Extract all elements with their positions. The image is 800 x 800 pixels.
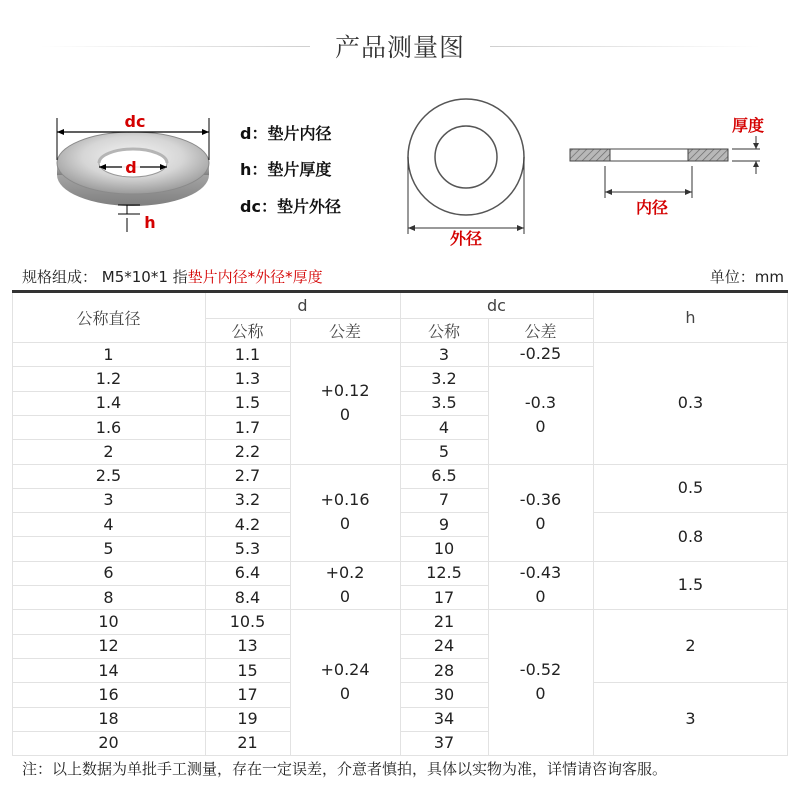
d-tolerance-cell bbox=[290, 609, 400, 755]
nominal-diameter-cell: 12 bbox=[98, 636, 119, 656]
grid-line bbox=[400, 464, 488, 465]
nominal-diameter-cell: 1 bbox=[103, 344, 114, 364]
h-cell: 0.3 bbox=[677, 393, 704, 413]
dc-nominal-cell: 30 bbox=[433, 684, 455, 704]
tolerance-lower: 0 bbox=[339, 404, 351, 424]
grid-line bbox=[12, 634, 290, 635]
legend-d: d：垫片内径 bbox=[240, 124, 332, 143]
h-cell: 1.5 bbox=[677, 575, 704, 595]
dc-nominal-cell: 24 bbox=[433, 636, 455, 656]
nominal-diameter-cell: 2 bbox=[103, 441, 114, 461]
h-dimension bbox=[118, 205, 156, 232]
grid-line bbox=[12, 585, 290, 586]
dc-tolerance-cell bbox=[488, 342, 593, 366]
header-d: d bbox=[297, 296, 308, 315]
grid-line bbox=[400, 634, 488, 635]
dc-tolerance-cell bbox=[488, 609, 593, 755]
dc-tolerance-cell bbox=[488, 464, 593, 561]
d-nominal-cell: 1.7 bbox=[234, 417, 261, 437]
grid-line bbox=[400, 512, 488, 513]
grid-line bbox=[488, 318, 489, 755]
grid-line bbox=[205, 318, 593, 319]
dc-nominal-cell: 34 bbox=[433, 709, 455, 729]
nominal-diameter-cell: 3 bbox=[103, 490, 114, 510]
d-nominal-cell: 15 bbox=[237, 660, 258, 680]
d-tolerance-cell bbox=[290, 561, 400, 610]
dc-nominal-cell: 21 bbox=[433, 611, 455, 631]
grid-line bbox=[12, 561, 290, 562]
d-nominal-cell: 19 bbox=[237, 709, 258, 729]
d-nominal-cell: 13 bbox=[237, 636, 258, 656]
grid-line bbox=[787, 293, 788, 755]
grid-line bbox=[400, 609, 488, 610]
grid-line bbox=[12, 439, 290, 440]
grid-line bbox=[593, 609, 788, 610]
measurement-diagram bbox=[0, 0, 800, 260]
grid-line bbox=[12, 512, 290, 513]
tolerance-upper: +0.24 bbox=[320, 660, 370, 680]
grid-line bbox=[400, 293, 401, 755]
d-nominal-cell: 2.2 bbox=[234, 441, 261, 461]
dc-nominal-cell: 10 bbox=[433, 539, 455, 559]
spec-line: 规格组成： M5*10*1 指垫片内径*外径*厚度 bbox=[22, 268, 323, 286]
d-nominal-cell: 4.2 bbox=[234, 514, 261, 534]
nominal-diameter-cell: 16 bbox=[98, 684, 119, 704]
header-nominal-diameter: 公称直径 bbox=[76, 309, 141, 328]
tolerance-lower: 0 bbox=[339, 684, 351, 704]
page-title: 产品测量图 bbox=[334, 33, 465, 62]
dc-nominal-cell: 4 bbox=[438, 417, 450, 437]
d-nominal-cell: 1.5 bbox=[234, 393, 261, 413]
dc-tolerance-cell bbox=[488, 366, 593, 463]
d-nominal-cell: 3.2 bbox=[234, 490, 261, 510]
nominal-diameter-cell: 1.2 bbox=[95, 368, 122, 388]
nominal-diameter-cell: 5 bbox=[103, 539, 114, 559]
unit-label: 单位：mm bbox=[709, 268, 784, 286]
d-nominal-cell: 2.7 bbox=[234, 466, 261, 486]
dc-nominal-cell: 3.5 bbox=[431, 393, 457, 413]
grid-line bbox=[290, 318, 291, 755]
d-nominal-cell: 5.3 bbox=[234, 539, 261, 559]
svg-text:外径: 外径 bbox=[449, 229, 483, 248]
grid-line bbox=[400, 731, 488, 732]
d-nominal-cell: 1.3 bbox=[234, 368, 261, 388]
grid-line bbox=[400, 585, 488, 586]
dc-nominal-cell: 6.5 bbox=[431, 466, 457, 486]
dc-nominal-cell: 3 bbox=[438, 344, 450, 364]
d-nominal-cell: 8.4 bbox=[234, 587, 261, 607]
grid-line bbox=[593, 464, 788, 465]
grid-line bbox=[400, 707, 488, 708]
tolerance-lower: 0 bbox=[339, 514, 351, 534]
grid-line bbox=[12, 391, 290, 392]
dc-nominal-cell: 7 bbox=[438, 490, 450, 510]
grid-line bbox=[12, 682, 290, 683]
tolerance-upper: +0.16 bbox=[320, 490, 370, 510]
tolerance-lower: 0 bbox=[535, 684, 546, 704]
grid-line bbox=[12, 464, 290, 465]
dc-nominal-cell: 28 bbox=[433, 660, 455, 680]
spec-highlight: 垫片内径*外径*厚度 bbox=[187, 268, 323, 286]
svg-text:dc: dc bbox=[124, 112, 146, 131]
grid-line bbox=[488, 609, 593, 610]
tolerance-upper: -0.52 bbox=[519, 660, 562, 680]
grid-line bbox=[400, 415, 488, 416]
tolerance-upper: -0.3 bbox=[524, 392, 557, 412]
header-dc-nominal: 公称 bbox=[427, 321, 460, 341]
grid-line bbox=[12, 366, 290, 367]
tolerance-upper: +0.2 bbox=[325, 562, 365, 582]
grid-line bbox=[400, 658, 488, 659]
d-nominal-cell: 17 bbox=[237, 684, 258, 704]
grid-line bbox=[12, 755, 788, 756]
footnote: 注：以上数据为单批手工测量，存在一定误差，介意者慎拍，具体以实物为准，详情请咨询客服。 bbox=[22, 760, 668, 778]
grid-line bbox=[400, 391, 488, 392]
nominal-diameter-cell: 8 bbox=[103, 587, 114, 607]
grid-line bbox=[400, 561, 488, 562]
h-cell: 0.8 bbox=[677, 526, 704, 546]
dc-nominal-cell: 3.2 bbox=[431, 368, 457, 388]
header-d-nominal: 公称 bbox=[231, 321, 264, 341]
washer-front-view bbox=[408, 99, 524, 248]
grid-line bbox=[205, 293, 206, 755]
nominal-diameter-cell: 20 bbox=[98, 733, 119, 753]
d-nominal-cell: 1.1 bbox=[234, 344, 261, 364]
grid-line bbox=[12, 609, 290, 610]
nominal-diameter-cell: 2.5 bbox=[95, 466, 122, 486]
grid-line bbox=[12, 707, 290, 708]
washer-section-view bbox=[570, 116, 764, 217]
d-nominal-cell: 6.4 bbox=[234, 563, 261, 583]
grid-line bbox=[400, 439, 488, 440]
nominal-diameter-cell: 1.6 bbox=[95, 417, 122, 437]
grid-line bbox=[290, 561, 400, 562]
grid-line bbox=[400, 488, 488, 489]
grid-line bbox=[12, 293, 13, 755]
grid-line bbox=[593, 293, 594, 755]
nominal-diameter-cell: 4 bbox=[103, 514, 114, 534]
tolerance-lower: 0 bbox=[535, 514, 546, 534]
grid-line bbox=[12, 415, 290, 416]
grid-line bbox=[12, 488, 290, 489]
tolerance-lower: 0 bbox=[339, 586, 351, 606]
svg-text:厚度: 厚度 bbox=[731, 116, 765, 135]
nominal-diameter-cell: 18 bbox=[98, 709, 119, 729]
grid-line bbox=[290, 609, 400, 610]
header-h: h bbox=[685, 308, 696, 327]
legend-h: h：垫片厚度 bbox=[240, 160, 332, 179]
tolerance-upper: -0.36 bbox=[519, 490, 562, 510]
d-nominal-cell: 21 bbox=[237, 733, 258, 753]
grid-line bbox=[593, 512, 788, 513]
nominal-diameter-cell: 6 bbox=[103, 563, 114, 583]
tolerance-lower: 0 bbox=[535, 416, 546, 436]
dc-nominal-cell: 12.5 bbox=[426, 563, 462, 583]
grid-line bbox=[12, 658, 290, 659]
grid-line bbox=[488, 464, 593, 465]
grid-line bbox=[400, 536, 488, 537]
dc-nominal-cell: 37 bbox=[433, 733, 455, 753]
svg-text:内径: 内径 bbox=[635, 198, 669, 217]
dc-nominal-cell: 9 bbox=[438, 514, 450, 534]
nominal-diameter-cell: 10 bbox=[98, 611, 119, 631]
grid-line bbox=[488, 561, 593, 562]
d-tolerance-cell bbox=[290, 464, 400, 561]
grid-line bbox=[12, 731, 290, 732]
header-dc: dc bbox=[487, 296, 506, 315]
h-cell: 2 bbox=[685, 636, 696, 656]
header-dc-tolerance: 公差 bbox=[524, 321, 557, 341]
legend-dc: dc：垫片外径 bbox=[240, 197, 341, 216]
header-d-tolerance: 公差 bbox=[328, 321, 361, 341]
grid-line bbox=[290, 464, 400, 465]
h-cell: 3 bbox=[685, 709, 696, 729]
d-nominal-cell: 10.5 bbox=[229, 611, 266, 631]
tolerance-upper: -0.43 bbox=[519, 562, 562, 582]
svg-text:h: h bbox=[144, 213, 156, 232]
nominal-diameter-cell: 14 bbox=[98, 660, 119, 680]
grid-line bbox=[400, 682, 488, 683]
nominal-diameter-cell: 1.4 bbox=[95, 393, 122, 413]
tolerance-upper: +0.12 bbox=[320, 380, 370, 400]
tolerance-lower: 0 bbox=[535, 586, 546, 606]
d-tolerance-cell bbox=[290, 342, 400, 464]
grid-line bbox=[488, 366, 593, 367]
grid-line bbox=[593, 682, 788, 683]
svg-text:d: d bbox=[125, 158, 137, 177]
grid-line bbox=[12, 536, 290, 537]
h-cell: 0.5 bbox=[677, 478, 704, 498]
tolerance-upper: -0.25 bbox=[519, 344, 562, 364]
dc-nominal-cell: 17 bbox=[433, 587, 455, 607]
grid-line bbox=[593, 561, 788, 562]
dc-tolerance-cell bbox=[488, 561, 593, 610]
grid-line bbox=[400, 366, 488, 367]
dc-nominal-cell: 5 bbox=[438, 441, 450, 461]
